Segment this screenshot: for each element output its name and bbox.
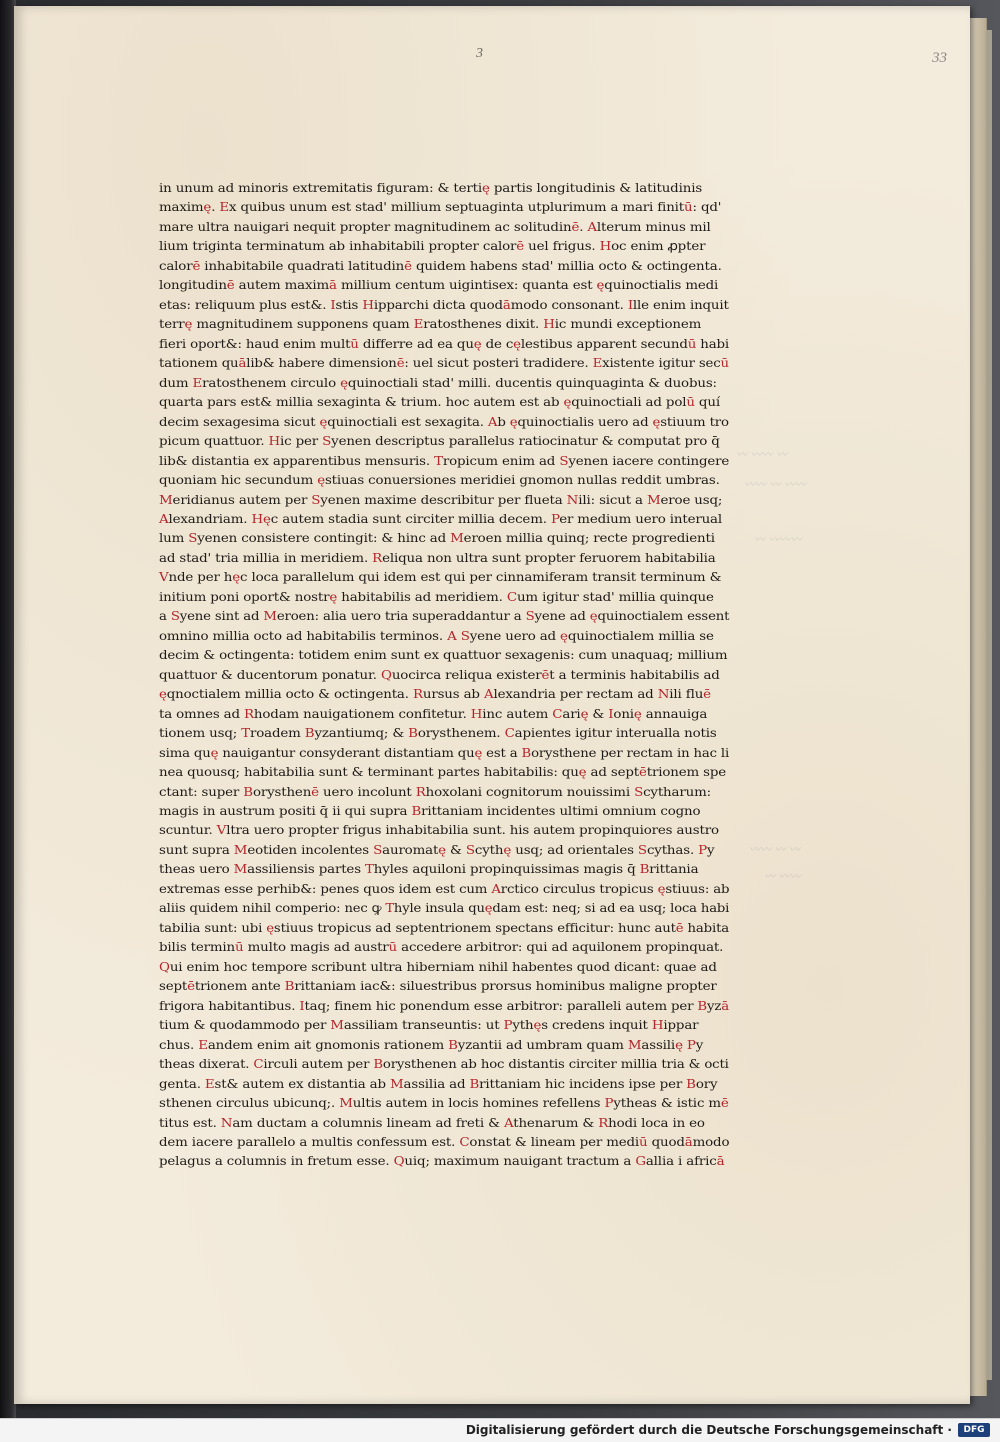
rubricated-capital: ę bbox=[438, 841, 446, 857]
text-line: extremas esse perhib&: penes quos idem est cum Arctico circulus tropicus ęstiuus: ab bbox=[159, 880, 730, 896]
rubricated-capital: C bbox=[552, 705, 563, 721]
text-line: theas dixerat. Circuli autem per Borysthenen ab hoc distantis circiter millia tria & octi bbox=[159, 1056, 729, 1072]
text-line: magis in austrum positi q ii qui supra Brittaniam incidentes ultimi omnium cogno bbox=[159, 803, 701, 818]
text-line: tationem quālib& habere dimensionē: uel sicut posteri tradidere. Existente igitur secū bbox=[159, 355, 729, 371]
rubricated-capital: A bbox=[483, 686, 494, 702]
rubricated-capital: B bbox=[408, 725, 418, 741]
rubricated-capital: ē bbox=[187, 978, 195, 994]
rubricated-capital: H bbox=[362, 296, 374, 312]
rubricated-capital: R bbox=[243, 705, 254, 721]
text-line: bilis terminū multo magis ad austrū accedere arbitror: qui ad aquilonem propinquat. bbox=[159, 939, 724, 955]
rubricated-capital: ę bbox=[340, 374, 348, 390]
rubricated-capital: Q bbox=[393, 1153, 405, 1169]
rubricated-capital: ę bbox=[578, 764, 587, 780]
footer-bar bbox=[0, 1418, 1000, 1442]
text-line: etas: reliquum plus est&. Istis Hipparchi dicta quodāmodo consonant. Ille enim inquit bbox=[159, 296, 729, 312]
rubricated-capital: I bbox=[627, 296, 633, 312]
text-line: omnino millia octo ad habitabilis terminos. A Syene uero ad ęquinoctialem millia se bbox=[159, 627, 714, 643]
rubricated-capital: S bbox=[311, 491, 321, 507]
rubricated-capital: ę bbox=[509, 413, 518, 429]
rubricated-capital: S bbox=[170, 608, 180, 624]
rubricated-capital: ē bbox=[396, 355, 405, 371]
rubricated-capital: ę bbox=[560, 627, 568, 643]
rubricated-capital: V bbox=[159, 569, 169, 585]
rubricated-capital: S bbox=[373, 841, 383, 857]
text-line: Qui enim hoc tempore scribunt ultra hiberniam nihil habentes quod dicant: quae ad bbox=[159, 958, 717, 974]
rubricated-capital: M bbox=[330, 1017, 344, 1033]
rubricated-capital: S bbox=[188, 530, 198, 546]
text-line: septētrionem ante Brittaniam iac&: siluestribus prorsus hominibus maligne propter bbox=[159, 978, 717, 994]
text-line: genta. Est& autem ex distantia ab Massilia ad Brittaniam hic incidens ipse per Bory bbox=[159, 1075, 718, 1091]
rubricated-capital: ę bbox=[262, 510, 271, 526]
rubricated-capital: H bbox=[268, 433, 281, 449]
rubricated-capital: C bbox=[504, 725, 515, 741]
rubricated-capital: ę bbox=[675, 1036, 683, 1052]
text-line: tabilia sunt: ubi ęstiuus tropicus ad septentrionem spectans efficitur: hunc autē habita bbox=[159, 919, 730, 935]
rubricated-capital: S bbox=[634, 783, 644, 799]
page-stack-edge bbox=[986, 30, 992, 1380]
rubricated-capital: R bbox=[415, 783, 426, 799]
rubricated-capital: ę bbox=[513, 335, 521, 351]
text-line: a Syene sint ad Meroen: alia uero tria superaddantur a Syene ad ęquinoctialem essent bbox=[159, 608, 730, 624]
rubricated-capital: ę bbox=[657, 880, 666, 896]
rubricated-capital: A bbox=[487, 413, 498, 429]
rubricated-capital: ū bbox=[639, 1133, 648, 1149]
rubricated-capital: B bbox=[639, 861, 650, 877]
text-line: lium triginta terminatum ab inhabitabili propter calorē uel frigus. Hoc enim ꝓpter bbox=[159, 238, 706, 254]
rubricated-capital: ę bbox=[232, 569, 241, 585]
rubricated-capital: I bbox=[608, 705, 614, 721]
text-line: frigora habitantibus. Itaq; finem hic ponendum esse arbitror: paralleli autem per Byzā bbox=[159, 997, 729, 1013]
text-line: maximę. Ex quibus unum est stad' millium septuaginta utplurimum a mari finitū: qd' bbox=[159, 199, 722, 215]
rubricated-capital: B bbox=[697, 997, 707, 1013]
rubricated-capital: ē bbox=[311, 783, 319, 799]
rubricated-capital: ā bbox=[684, 1133, 693, 1149]
rubricated-capital: ē bbox=[516, 238, 525, 254]
rubricated-capital: ę bbox=[484, 900, 493, 916]
rubricated-capital: N bbox=[657, 686, 670, 702]
text-line: titus est. Nam ductam a columnis lineam ad freti & Athenarum & Rhodi loca in eo bbox=[159, 1114, 705, 1130]
rubricated-capital: ū bbox=[720, 355, 729, 371]
rubricated-capital: ę bbox=[589, 608, 598, 624]
text-line: ctant: super Borysthenē uero incolunt Rhoxolani cognitorum nouissimi Scytharum: bbox=[159, 783, 711, 799]
folio-number: 33 bbox=[932, 50, 947, 66]
rubricated-capital: ū bbox=[235, 939, 244, 955]
rubricated-capital: ā bbox=[238, 355, 247, 371]
rubricated-capital: ę bbox=[159, 686, 167, 702]
rubricated-capital: ę bbox=[474, 744, 483, 760]
text-line: sima quę nauigantur consyderant distantiam quę est a Borysthene per rectam in hac li bbox=[159, 744, 730, 760]
text-line: longitudinē autem maximā millium centum uigintisex: quanta est ęquinoctialis medi bbox=[159, 277, 719, 293]
rubricated-capital: P bbox=[604, 1095, 614, 1111]
rubricated-capital: S bbox=[525, 608, 535, 624]
rubricated-capital: E bbox=[413, 316, 424, 332]
rubricated-capital: ę bbox=[317, 472, 325, 488]
text-line: initium poni oport& nostrę habitabilis ad meridiem. Cum igitur stad' millia quinque bbox=[159, 588, 714, 604]
rubricated-capital: ū bbox=[686, 394, 695, 410]
page-fore-edge bbox=[970, 18, 987, 1396]
rubricated-capital: M bbox=[339, 1095, 353, 1111]
text-line: nea quousq; habitabilia sunt & terminant partes habitabilis: quę ad septētrionem spe bbox=[159, 764, 727, 780]
rubricated-capital: B bbox=[469, 1075, 480, 1091]
text-line: Vnde per hęc loca parallelum qui idem est qui per cinnamiferam transit terminum & bbox=[159, 569, 722, 585]
rubricated-capital: B bbox=[448, 1036, 458, 1052]
rubricated-capital: ę bbox=[184, 316, 193, 332]
rubricated-capital: V bbox=[216, 822, 227, 838]
rubricated-capital: A bbox=[159, 510, 169, 526]
rubricated-capital: S bbox=[460, 627, 470, 643]
text-line: terrę magnitudinem supponens quam Eratosthenes dixit. Hic mundi exceptionem bbox=[159, 316, 702, 332]
rubricated-capital: B bbox=[304, 725, 315, 741]
text-line: dem iacere parallelo a multis confessum est. Constat & lineam per mediū quodāmodo bbox=[159, 1133, 730, 1149]
rubricated-capital: M bbox=[389, 1075, 404, 1091]
rubricated-capital: M bbox=[233, 841, 248, 857]
rubricated-capital: B bbox=[686, 1075, 696, 1091]
rubricated-capital: S bbox=[322, 433, 332, 449]
rubricated-capital: ę bbox=[633, 705, 642, 721]
rubricated-capital: B bbox=[243, 783, 253, 799]
rubricated-capital: ę bbox=[210, 744, 219, 760]
text-line: quoniam hic secundum ęstiuas conuersiones meridiei gnomon nullas reddit umbras. bbox=[159, 472, 720, 488]
text-line: quarta pars est& millia sexaginta & trium. hoc autem est ab ęquinoctiali ad polū quí bbox=[159, 394, 720, 410]
rubricated-capital: ę bbox=[580, 705, 589, 721]
rubricated-capital: M bbox=[646, 491, 661, 507]
rubricated-capital: R bbox=[372, 549, 383, 565]
rubricated-capital: C bbox=[506, 588, 517, 604]
rubricated-capital: N bbox=[566, 491, 579, 507]
rubricated-capital: ū bbox=[684, 199, 693, 215]
rubricated-capital: S bbox=[637, 841, 647, 857]
rubricated-capital: A bbox=[503, 1114, 514, 1130]
rubricated-capital: ē bbox=[226, 277, 235, 293]
text-line: tionem usq; Troadem Byzantiumq; & Borysthenem. Capientes igitur interualla notis bbox=[159, 725, 717, 741]
rubricated-capital: ę bbox=[266, 919, 274, 935]
bleed-through-mark: 〰 〰〰〰 bbox=[754, 533, 802, 546]
rubricated-capital: ē bbox=[639, 764, 647, 780]
bleed-through-mark: 〰 〰〰 bbox=[764, 870, 801, 883]
rubricated-capital: ā bbox=[716, 1153, 725, 1169]
rubricated-capital: ę bbox=[503, 841, 512, 857]
bleed-through-mark: 〰 〰〰 〰 bbox=[736, 448, 787, 461]
rubricated-capital: H bbox=[251, 510, 263, 526]
text-line: pelagus a columnis in fretum esse. Quiq; maximum nauigant tractum a Gallia i africā bbox=[159, 1153, 725, 1169]
text-line: calorē inhabitabile quadrati latitudinē quidem habens stad' millia octo & octingenta. bbox=[159, 257, 722, 273]
rubricated-capital: ē bbox=[571, 218, 580, 234]
text-line: aliis quidem nihil comperio: nec ꝙ Thyle insula quędam est: neq; si ad ea usq; loca habi bbox=[159, 900, 730, 916]
text-line: sthenen circulus ubicunq;. Multis autem in locis homines refellens Pytheas & istic mē bbox=[159, 1095, 729, 1111]
rubricated-capital: H bbox=[470, 705, 483, 721]
rubricated-capital: M bbox=[159, 491, 173, 507]
text-line: fieri oport&: haud enim multū differre ad ea quę de cęlestibus apparent secundū habi bbox=[159, 335, 730, 351]
rubricated-capital: S bbox=[559, 452, 569, 468]
rubricated-capital: ā bbox=[502, 296, 511, 312]
rubricated-capital: ę bbox=[482, 180, 490, 195]
bleed-through-mark: 〰〰 〰 〰 bbox=[749, 843, 800, 856]
rubricated-capital: E bbox=[204, 1075, 215, 1091]
text-line: ad stad' tria millia in meridiem. Reliqua non ultra sunt propter feruorem habitabilia bbox=[159, 549, 716, 565]
rubricated-capital: ę bbox=[652, 413, 661, 429]
text-line: Meridianus autem per Syenen maxime describitur per flueta Nili: sicut a Meroe usq; bbox=[159, 491, 723, 507]
rubricated-capital: H bbox=[599, 238, 612, 254]
text-line: sunt supra Meotiden incolentes Sauromatę & Scythę usq; ad orientales Scythas. Py bbox=[159, 841, 715, 857]
rubricated-capital: E bbox=[219, 199, 230, 215]
rubricated-capital: P bbox=[686, 1036, 696, 1052]
rubricated-capital: Q bbox=[381, 666, 392, 682]
main-text-block bbox=[159, 178, 729, 1171]
text-line: ęqnoctialem millia octo & octingenta. Rursus ab Alexandria per rectam ad Nili fluē bbox=[159, 686, 711, 702]
rubricated-capital: ā bbox=[721, 997, 729, 1013]
text-line: scuntur. Vltra uero propter frigus inhabitabilia sunt. his autem propinquiores austro bbox=[159, 822, 719, 838]
rubricated-capital: E bbox=[592, 355, 603, 371]
rubricated-capital: ę bbox=[533, 1017, 542, 1033]
rubricated-capital: T bbox=[241, 725, 250, 741]
rubricated-capital: C bbox=[253, 1056, 264, 1072]
rubricated-capital: C bbox=[459, 1133, 470, 1149]
rubricated-capital: T bbox=[385, 900, 394, 916]
text-line: in unum ad minoris extremitatis figuram: & tertię partis longitudinis & latitudinis bbox=[159, 180, 703, 195]
rubricated-capital: ē bbox=[720, 1095, 729, 1111]
rubricated-capital: ę bbox=[319, 413, 328, 429]
rubricated-capital: ū bbox=[388, 939, 398, 955]
rubricated-capital: A bbox=[587, 218, 597, 234]
rubricated-capital: B bbox=[411, 803, 422, 818]
rubricated-capital: B bbox=[521, 744, 532, 760]
rubricated-capital: T bbox=[434, 452, 443, 468]
book-page bbox=[14, 6, 970, 1404]
rubricated-capital: ē bbox=[675, 919, 684, 935]
text-line: chus. Eandem enim ait gnomonis rationem Byzantii ad umbram quam Massilię Py bbox=[159, 1036, 704, 1052]
text-line: dum Eratosthenem circulo ęquinoctiali stad' milli. ducentis quinquaginta & duobus: bbox=[159, 374, 717, 390]
text-line: mare ultra nauigari nequit propter magnitudinem ac solitudinē. Alterum minus mil bbox=[159, 218, 711, 234]
rubricated-capital: R bbox=[598, 1114, 609, 1130]
text-line: decim sexagesima sicut ęquinoctiali est sexagita. Ab ęquinoctialis uero ad ęstiuum tro bbox=[159, 413, 729, 429]
rubricated-capital: ū bbox=[687, 335, 697, 351]
rubricated-capital: B bbox=[373, 1056, 383, 1072]
rubricated-capital: M bbox=[627, 1036, 642, 1052]
rubricated-capital: I bbox=[299, 997, 305, 1013]
rubricated-capital: ā bbox=[329, 277, 337, 293]
rubricated-capital: ę bbox=[473, 335, 482, 351]
rubricated-capital: ē bbox=[703, 686, 711, 702]
rubricated-capital: ē bbox=[404, 257, 412, 273]
rubricated-capital: I bbox=[330, 296, 336, 312]
rubricated-capital: H bbox=[651, 1017, 664, 1033]
dfg-logo: DFG bbox=[958, 1423, 990, 1437]
text-line: ta omnes ad Rhodam nauigationem confitetur. Hinc autem Carię & Ionię annauiga bbox=[159, 705, 708, 721]
rubricated-capital: ē bbox=[192, 257, 201, 273]
bleed-through-mark: 〰〰 〰 〰〰 bbox=[744, 478, 806, 491]
rubricated-capital: P bbox=[698, 841, 707, 857]
rubricated-capital: P bbox=[550, 510, 560, 526]
rubricated-capital: E bbox=[192, 374, 203, 390]
text-line: picum quattuor. Hic per Syenen descriptus parallelus ratiocinatur & computat pro q bbox=[159, 433, 720, 449]
text-line: decim & octingenta: totidem enim sunt ex quattuor sexagenis: cum unaquaq; millium bbox=[159, 647, 728, 663]
text-line: theas uero Massiliensis partes Thyles aquiloni propinquissimas magis q Brittania bbox=[159, 861, 699, 877]
text-line: lum Syenen consistere contingit: & hinc ad Meroen millia quinq; recte progredienti bbox=[159, 530, 715, 546]
rubricated-capital: M bbox=[450, 530, 464, 546]
text-line: lib& distantia ex apparentibus mensuris. Tropicum enim ad Syenen iacere contingere bbox=[159, 452, 730, 468]
rubricated-capital: H bbox=[543, 316, 555, 332]
rubricated-capital: A bbox=[491, 880, 501, 896]
text-line: quattuor & ducentorum ponatur. Quocirca reliqua existerēt a terminis habitabilis ad bbox=[159, 666, 720, 682]
rubricated-capital: M bbox=[263, 608, 277, 624]
signature-mark: 3 bbox=[476, 46, 483, 61]
rubricated-capital: ę bbox=[203, 199, 212, 215]
rubricated-capital: S bbox=[465, 841, 475, 857]
text-line: tium & quodammodo per Massiliam transeuntis: ut Pythęs credens inquit Hippar bbox=[159, 1017, 699, 1033]
text-line: Alexandriam. Hęc autem stadia sunt circiter millia decem. Per medium uero interual bbox=[159, 510, 723, 526]
rubricated-capital: ę bbox=[329, 588, 338, 604]
rubricated-capital: E bbox=[198, 1036, 208, 1052]
rubricated-capital: Q bbox=[159, 958, 170, 974]
rubricated-capital: ē bbox=[541, 666, 550, 682]
rubricated-capital: P bbox=[503, 1017, 513, 1033]
rubricated-capital: B bbox=[284, 978, 295, 994]
rubricated-capital: ū bbox=[350, 335, 359, 351]
rubricated-capital: N bbox=[220, 1114, 233, 1130]
rubricated-capital: M bbox=[233, 861, 248, 877]
rubricated-capital: A bbox=[447, 627, 457, 643]
rubricated-capital: G bbox=[635, 1153, 646, 1169]
rubricated-capital: ę bbox=[563, 394, 572, 410]
footer-credit: Digitalisierung gefördert durch die Deutsche Forschungsgemeinschaft · bbox=[465, 1423, 952, 1437]
rubricated-capital: ę bbox=[596, 277, 605, 293]
rubricated-capital: T bbox=[365, 861, 374, 877]
rubricated-capital: R bbox=[412, 686, 423, 702]
